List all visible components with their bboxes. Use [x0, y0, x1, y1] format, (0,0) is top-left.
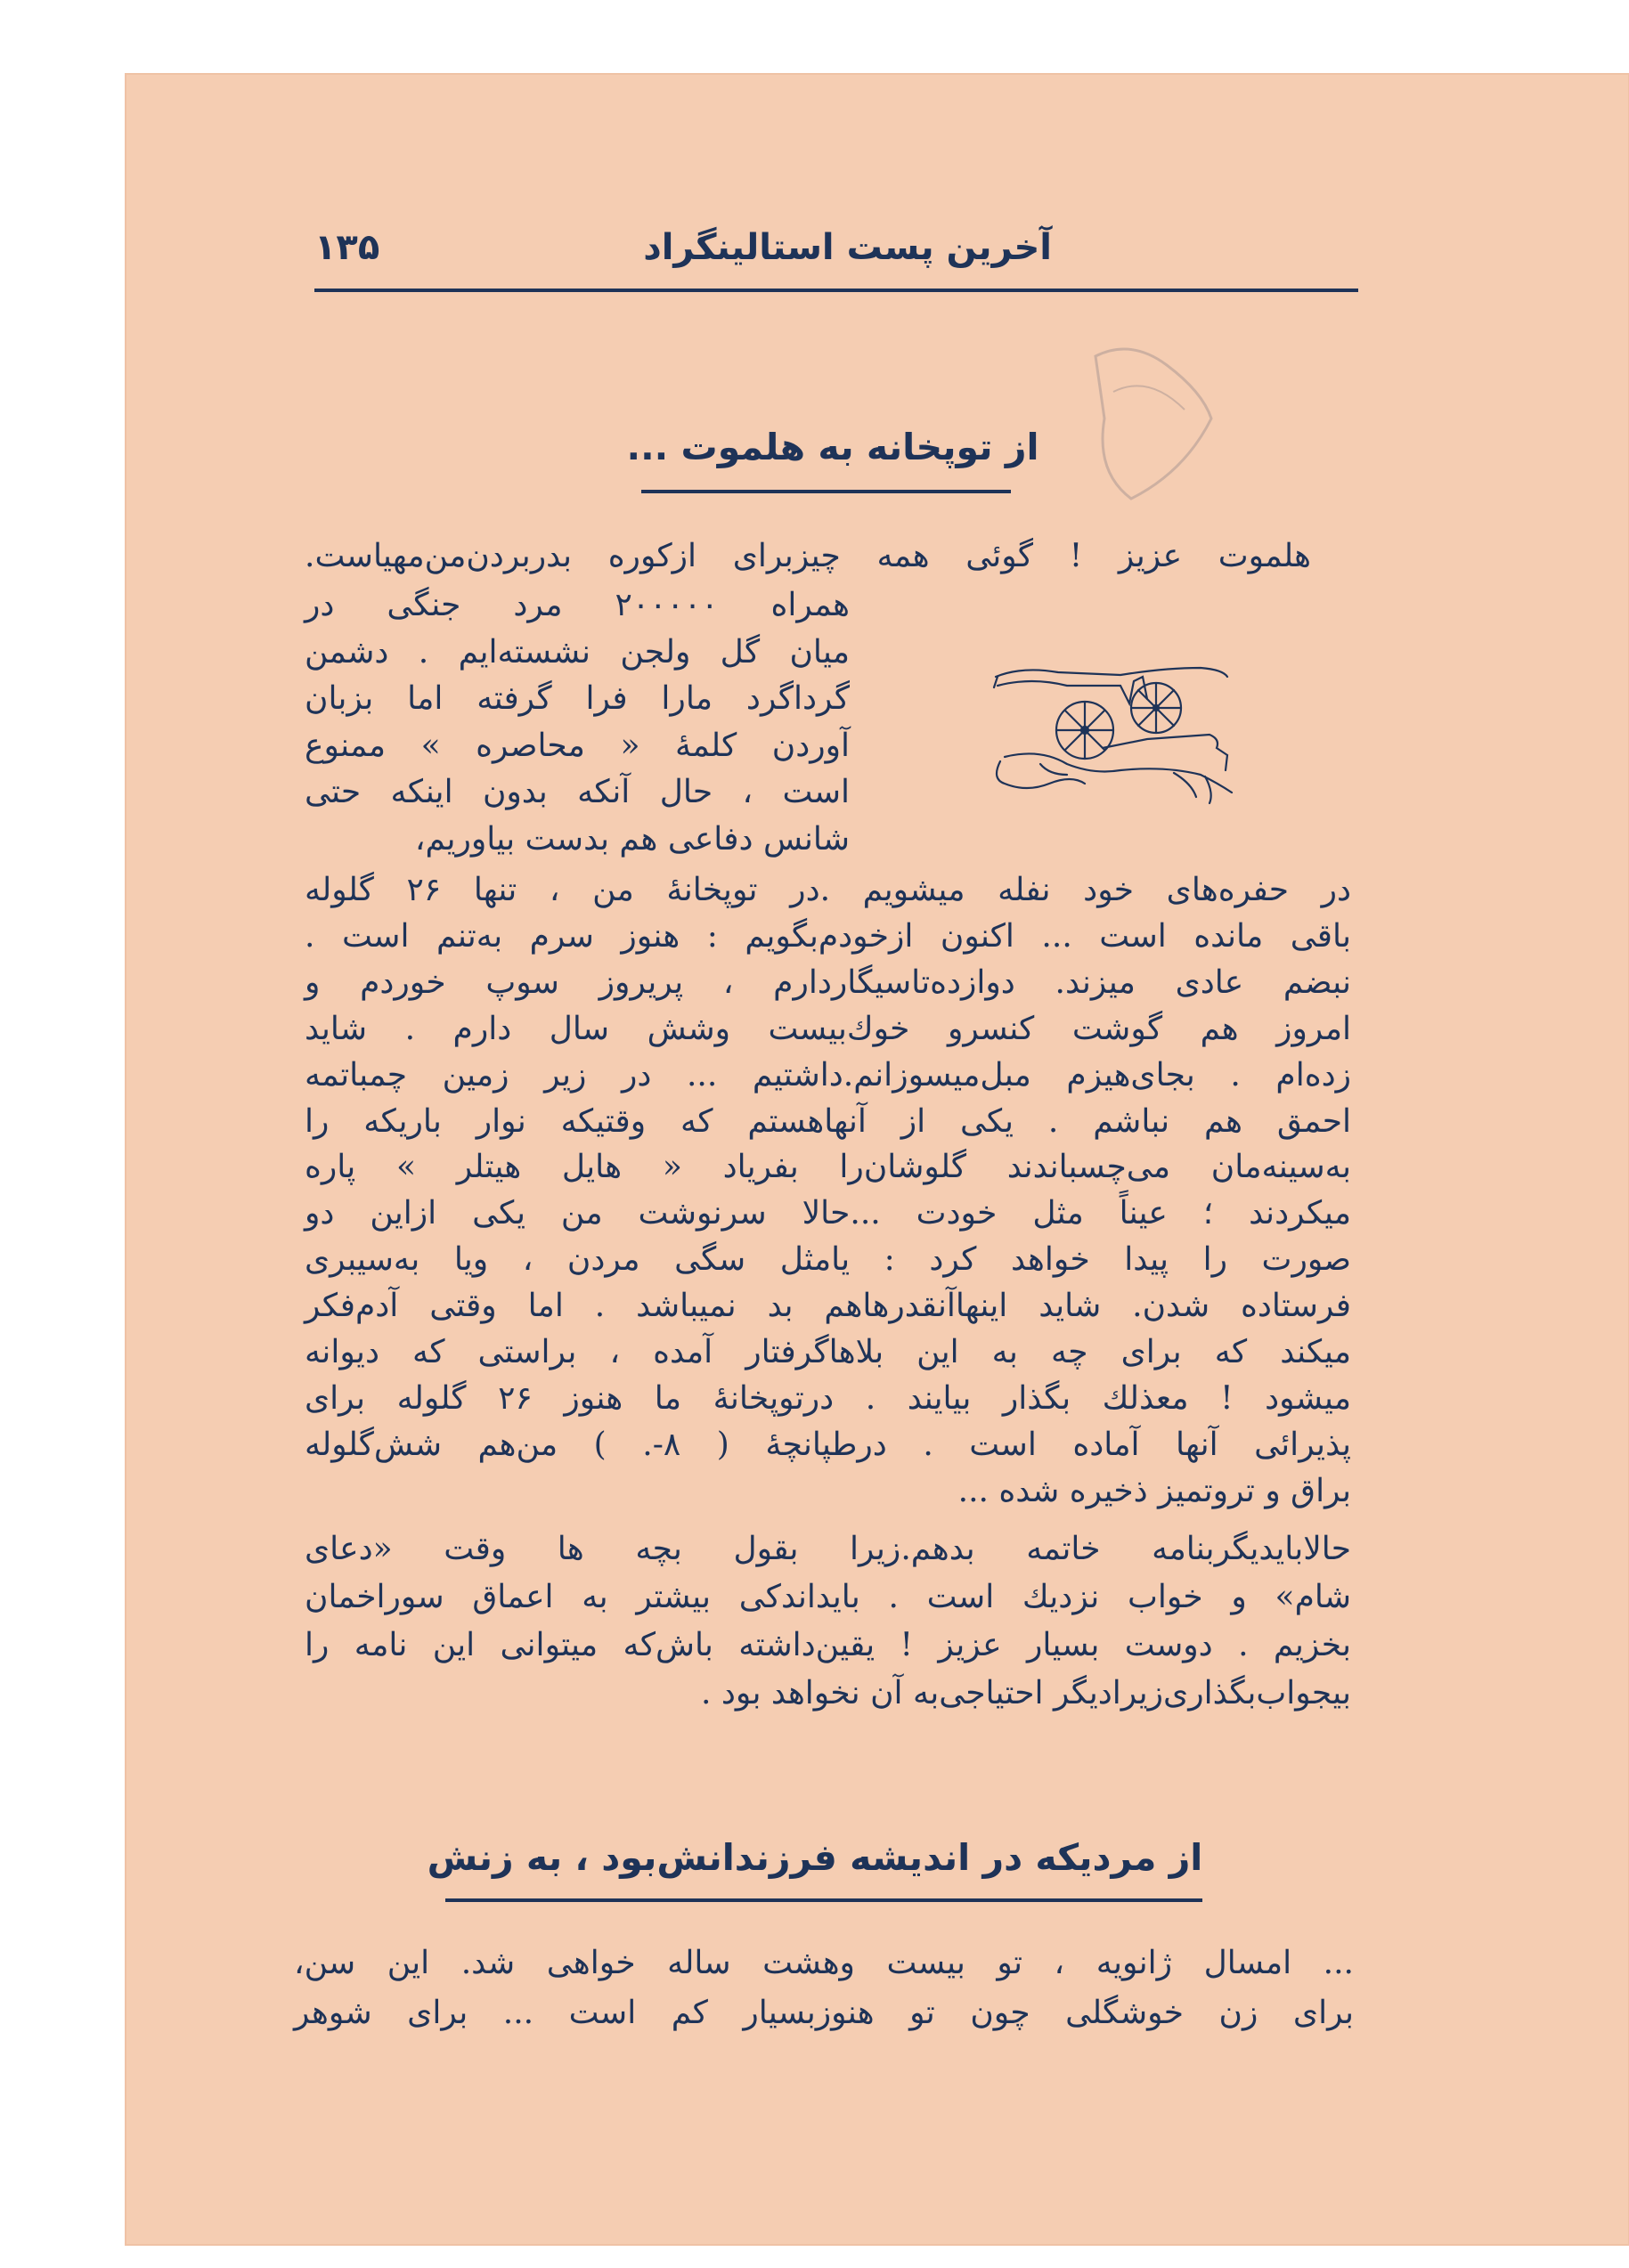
text-line: نبضم عادی میزند. دوازده‌تاسیگاردارم ، پریروز سوپ خوردم و	[305, 963, 1351, 1001]
text-line-bold: شام» و خواب نزدیك است . بایداندکی بیشتر به اعماق سوراخمان	[305, 1579, 1351, 1615]
running-header-title: آخرین پست استالینگراد	[643, 227, 1052, 268]
section-title-underline-2	[445, 1898, 1202, 1902]
text-line: فرستاده شدن. شاید اینهاآنقدرهاهم بد نمیباشد . اما وقتی آدم‌فکر	[305, 1288, 1351, 1325]
header-rule	[314, 289, 1358, 292]
section-title-father: از مردیکه در اندیشه فرزندانش‌بود ، به زنش	[427, 1836, 1203, 1879]
text-line: شانس دفاعی هم بدست بیاوریم،	[414, 821, 850, 858]
text-line: میان گل ولجن نشسته‌ایم . دشمن	[305, 633, 850, 671]
text-line: به‌سینه‌مان می‌چسباندند گلوشان‌را بفریاد « هایل هیتلر » پاره	[305, 1149, 1351, 1186]
text-line: احمق هم نباشم . یکی از آنهاهستم که وقتیکه نوار باریکه را	[305, 1102, 1351, 1140]
text-line-bold: حالابایدیگربنامه خاتمه بدهم.زیرا بقول بچه ها وقت «دعای	[305, 1531, 1351, 1567]
text-line: پذیرائی آنها آماده است . درطپانچهٔ ( ۸-. ) من‌هم شش‌گلوله	[305, 1426, 1351, 1463]
text-line: همراه ۲۰۰۰۰۰ مرد جنگی در	[305, 587, 851, 623]
text-line: میشود ! معذلك بگذار بیایند . درتوپخانهٔ ما هنوز ۲۶ گلوله برای	[305, 1379, 1352, 1417]
text-line: گرداگرد مارا فرا گرفته اما بزبان	[305, 680, 850, 718]
text-line: صورت را پیدا خواهد کرد : یامثل سگی مردن ، ویا به‌سیبری	[305, 1241, 1351, 1279]
text-line: برای زن خوشگلی چون تو هنوزبسیار کم است ... برای شوهر	[294, 1995, 1354, 2031]
section-title-artillery: از توپخانه به هلموت ...	[626, 426, 1039, 468]
text-line: در حفره‌های خود نفله میشویم .در توپخانهٔ من ، تنها ۲۶ گلوله	[305, 872, 1351, 908]
text-line: زده‌ام . بجای‌هیزم مبل‌میسوزانم.داشتیم ... در زیر زمین چمباتمه	[305, 1056, 1351, 1093]
text-line: هلموت عزیز ! گوئی همه چیزبرای ازکوره بدربردن‌من‌مهیاست.	[305, 538, 1311, 574]
text-line: آوردن کلمهٔ « محاصره » ممنوع	[305, 727, 850, 764]
text-line: باقی مانده است ... اکنون ازخودم‌بگویم : هنوز سرم به‌تنم است .	[305, 917, 1351, 955]
text-line: ... امسال ژانویه ، تو بیست وهشت ساله خواهی شد. این سن،	[294, 1945, 1354, 1981]
text-line-bold: بخزیم . دوست بسیار عزیز ! یقین‌داشته باش‌که میتوانی این نامه را	[305, 1627, 1351, 1663]
text-line: براق و تروتمیز ذخیره شده ...	[957, 1472, 1351, 1509]
text-line: است ، حال آنکه بدون اینکه حتی	[305, 774, 850, 811]
text-line-bold: بیجواب‌بگذاری‌زیرادیگر احتیاجی‌به آن نخواهد بود .	[700, 1675, 1351, 1711]
running-header	[314, 227, 1355, 280]
page-number: ۱۳۵	[314, 227, 380, 268]
show-through-sketch	[1078, 338, 1220, 516]
text-line: میکردند ؛ عیناً مثل خودت ...حالا سرنوشت من یکی ازاین دو	[305, 1195, 1351, 1232]
cannon-sketch-image	[987, 650, 1241, 810]
text-line: امروز هم گوشت کنسرو خوك‌بیست وشش سال دارم . شاید	[305, 1010, 1351, 1047]
text-line: میکند که برای چه به این بلاهاگرفتار آمده ، براستی که دیوانه	[305, 1334, 1351, 1370]
section-title-underline	[641, 490, 1011, 493]
